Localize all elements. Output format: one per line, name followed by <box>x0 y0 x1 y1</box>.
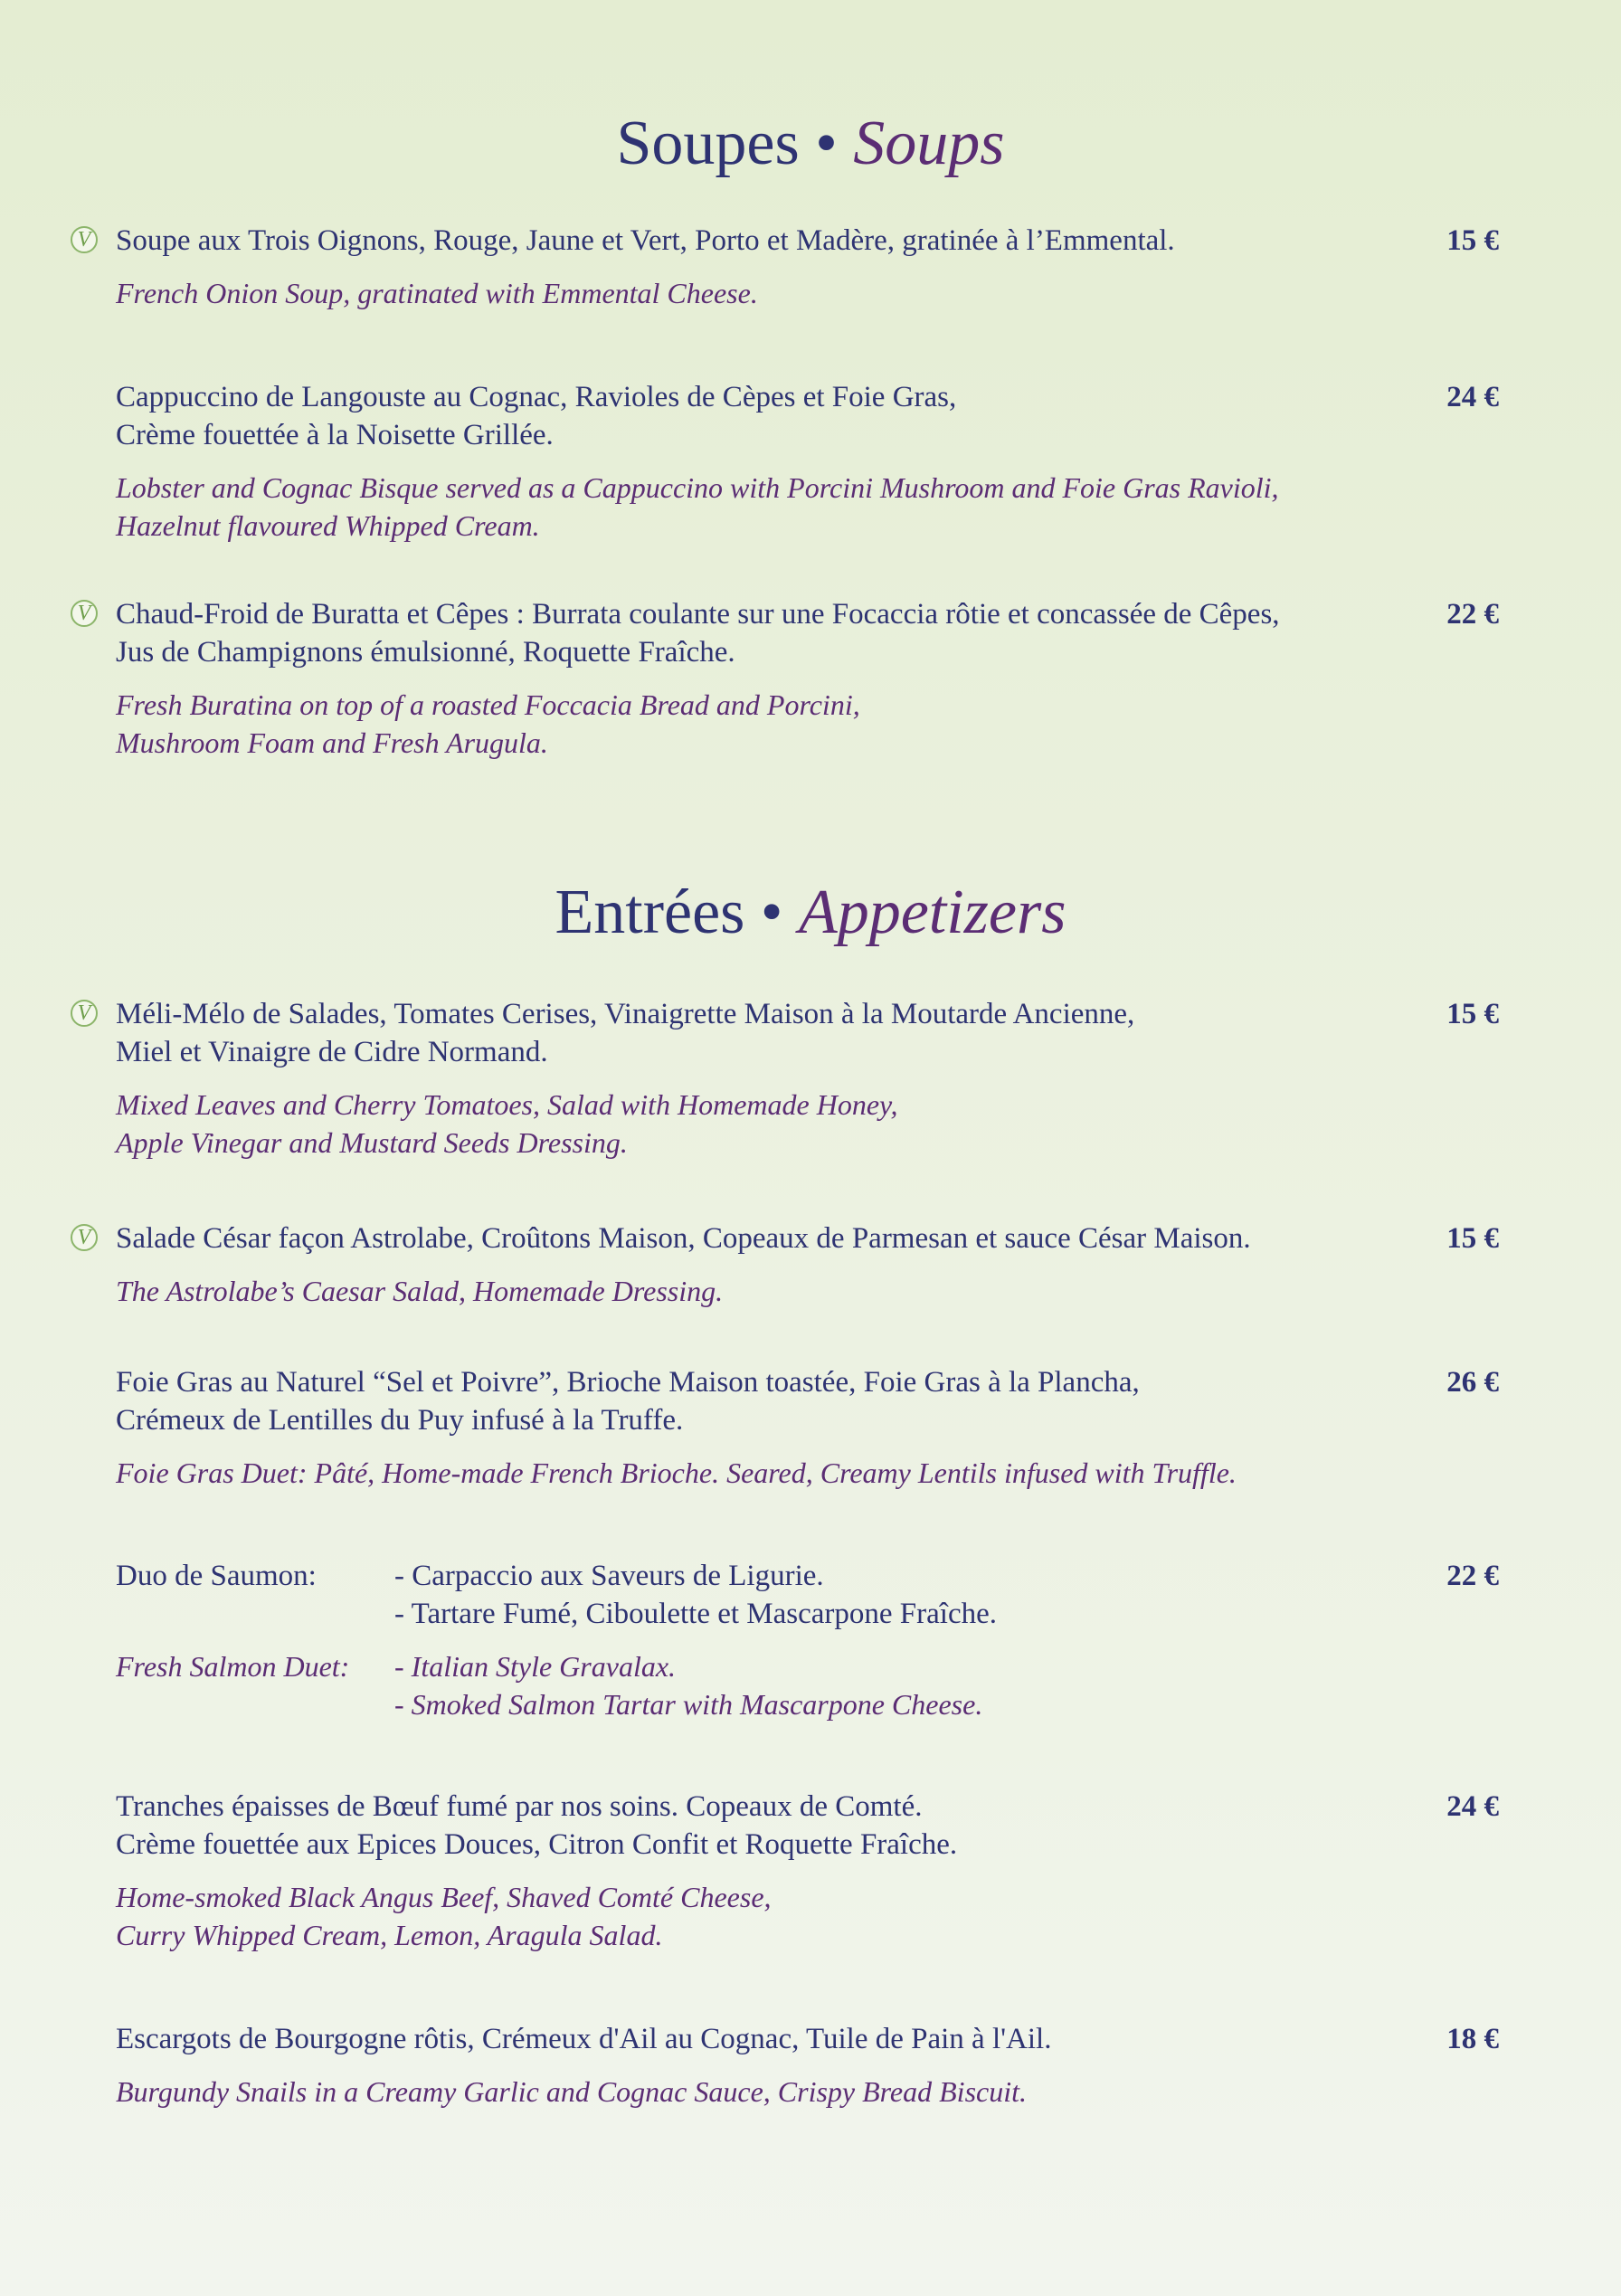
item-desc-en <box>116 1647 1527 1723</box>
item-label-fr: Duo de Saumon: <box>116 1560 317 1592</box>
menu-item-foie-gras <box>116 1363 1527 1492</box>
section-title-appetizers <box>0 878 1621 947</box>
menu-item-escargots <box>116 2020 1527 2111</box>
item-price: 15 € <box>1446 1222 1499 1255</box>
item-desc-en: The Astrolabe’s Caesar Salad, Homemade Dressing. <box>116 1275 724 1307</box>
item-name-fr: Chaud-Froid de Buratta et Cêpes : Burrata coulante sur une Focaccia rôtie et concassée de Cêpes, Jus de Champignons émulsionné, Roquette Fraîche. <box>116 598 1280 669</box>
menu-item-salmon-duet <box>116 1557 1527 1723</box>
item-lines-en: - Italian Style Gravalax. - Smoked Salmon Tartar with Mascarpone Cheese. <box>394 1650 983 1721</box>
vegetarian-icon: V <box>71 1000 98 1027</box>
item-lines-fr: - Carpaccio aux Saveurs de Ligurie. - Tartare Fumé, Ciboulette et Mascarpone Fraîche. <box>394 1560 998 1630</box>
vegetarian-icon: V <box>71 1224 98 1251</box>
item-desc-en: Burgundy Snails in a Creamy Garlic and Cognac Sauce, Crispy Bread Biscuit. <box>116 2075 1027 2108</box>
item-price: 26 € <box>1446 1366 1499 1399</box>
item-label-en: Fresh Salmon Duet: <box>116 1650 350 1683</box>
item-desc-en: Mixed Leaves and Cherry Tomatoes, Salad with Homemade Honey, Apple Vinegar and Mustard Seeds Dressing. <box>116 1088 898 1159</box>
item-price: 22 € <box>1446 598 1499 631</box>
item-desc-en: Foie Gras Duet: Pâté, Home-made French Brioche. Seared, Creamy Lentils infused with Truffle. <box>116 1456 1237 1489</box>
section-title-soups <box>0 109 1621 178</box>
menu-item-mixed-salad <box>77 995 1527 1162</box>
section-title-separator: • <box>799 109 854 178</box>
item-name-fr: Tranches épaisses de Bœuf fumé par nos soins. Copeaux de Comté. Crème fouettée aux Epices Douces, Citron Confit et Roquette Fraîche. <box>116 1790 958 1861</box>
item-price: 24 € <box>1446 381 1499 413</box>
item-desc-en: Lobster and Cognac Bisque served as a Cappuccino with Porcini Mushroom and Foie Gras Ravioli, Hazelnut flavoured Whipped Cream. <box>116 471 1279 542</box>
section-title-en: Appetizers <box>798 878 1066 947</box>
item-price: 24 € <box>1446 1790 1499 1823</box>
item-desc-en: French Onion Soup, gratinated with Emmental Cheese. <box>116 277 758 309</box>
item-name-fr: Escargots de Bourgogne rôtis, Crémeux d'Ail au Cognac, Tuile de Pain à l'Ail. <box>116 2023 1052 2055</box>
vegetarian-icon: V <box>71 600 98 627</box>
menu-item-burrata-cepes <box>77 595 1527 762</box>
item-price: 15 € <box>1446 224 1499 257</box>
menu-item-onion-soup <box>77 222 1527 312</box>
item-name-fr: Soupe aux Trois Oignons, Rouge, Jaune et Vert, Porto et Madère, gratinée à l’Emmental. <box>116 224 1175 257</box>
menu-item-lobster-cappuccino <box>116 378 1527 545</box>
item-name-fr: Salade César façon Astrolabe, Croûtons Maison, Copeaux de Parmesan et sauce César Maison. <box>116 1222 1251 1255</box>
menu-item-smoked-beef <box>116 1788 1527 1954</box>
section-title-fr: Entrées <box>555 878 745 947</box>
item-price: 18 € <box>1446 2023 1499 2055</box>
item-name-fr: Méli-Mélo de Salades, Tomates Cerises, Vinaigrette Maison à la Moutarde Ancienne, Miel et Vinaigre de Cidre Normand. <box>116 998 1135 1068</box>
item-price: 22 € <box>1446 1560 1499 1592</box>
item-desc-en: Home-smoked Black Angus Beef, Shaved Comté Cheese, Curry Whipped Cream, Lemon, Aragula Salad. <box>116 1881 772 1951</box>
item-name-fr: Foie Gras au Naturel “Sel et Poivre”, Brioche Maison toastée, Foie Gras à la Plancha, Crémeux de Lentilles du Puy infusé à la Truffe. <box>116 1366 1140 1437</box>
menu-item-caesar-salad <box>77 1219 1527 1310</box>
section-title-separator: • <box>744 878 799 947</box>
item-name-fr <box>116 1557 1527 1633</box>
item-desc-en: Fresh Buratina on top of a roasted Foccacia Bread and Porcini, Mushroom Foam and Fresh Arugula. <box>116 688 860 759</box>
item-price: 15 € <box>1446 998 1499 1030</box>
section-title-en: Soups <box>853 109 1005 178</box>
vegetarian-icon: V <box>71 226 98 253</box>
item-name-fr: Cappuccino de Langouste au Cognac, Ravioles de Cèpes et Foie Gras, Crème fouettée à la Noisette Grillée. <box>116 381 957 451</box>
section-title-fr: Soupes <box>616 109 800 178</box>
